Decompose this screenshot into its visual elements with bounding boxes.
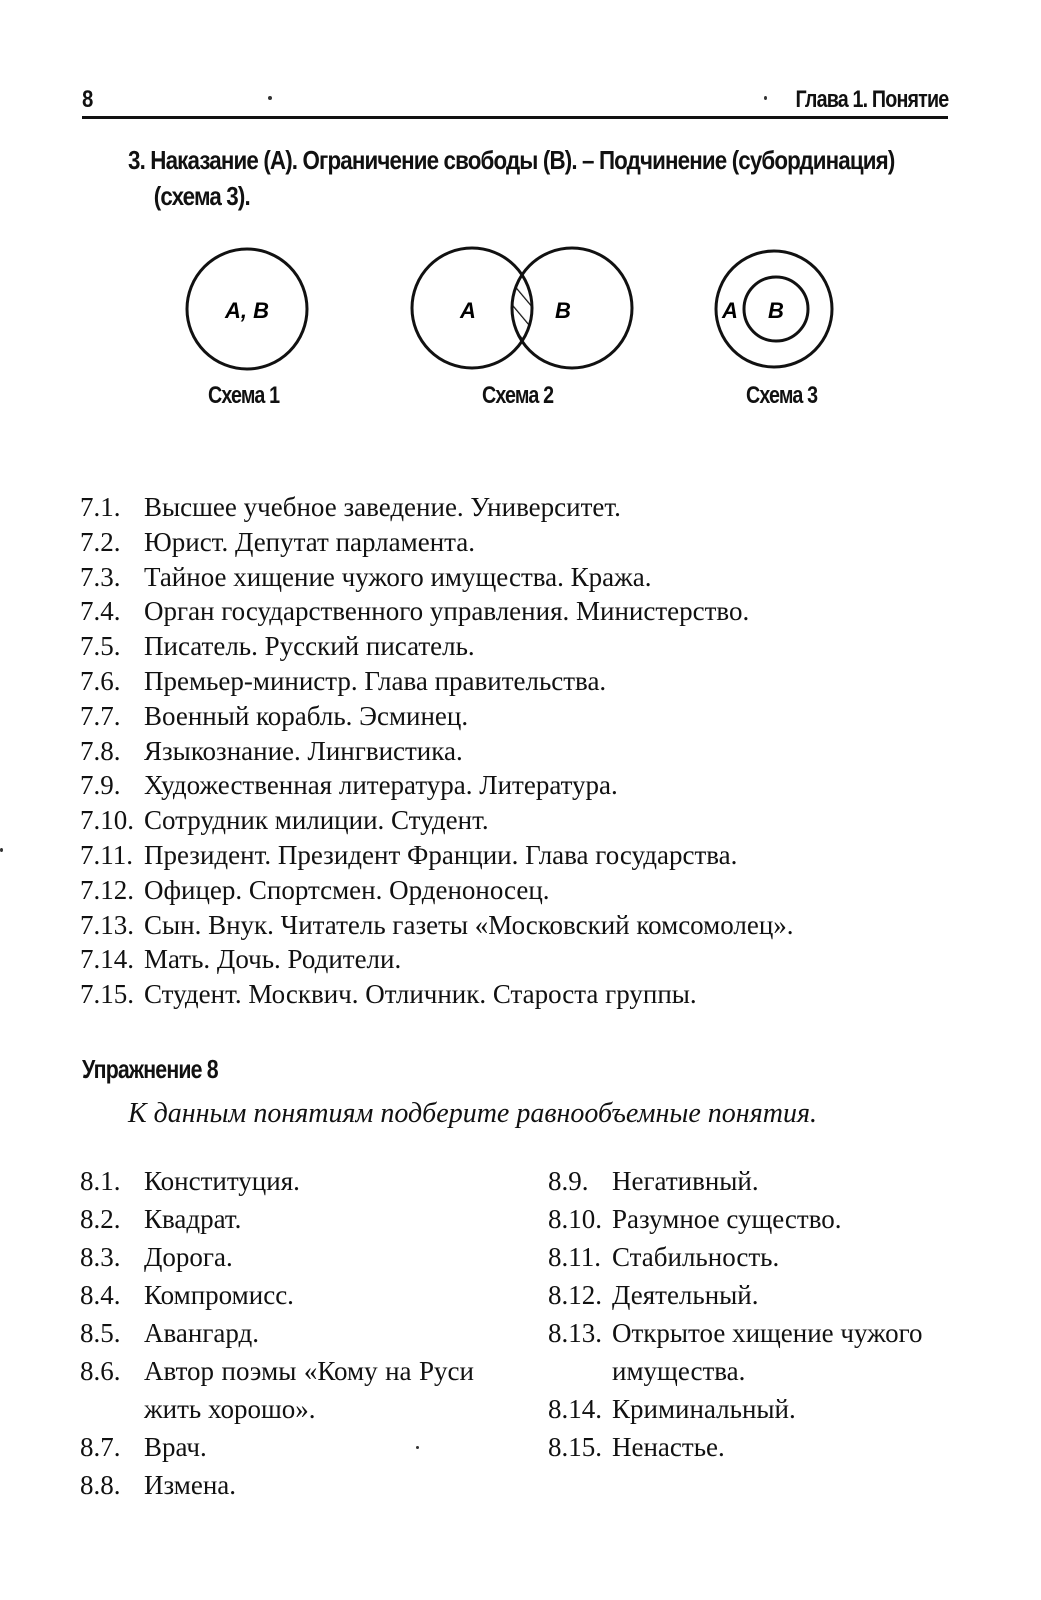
chapter-title: Глава 1. Понятие	[795, 86, 948, 113]
item-text: Тайное хищение чужого имущества. Кража.	[144, 561, 652, 592]
item-text: Автор поэмы «Кому на Руси жить хорошо».	[144, 1356, 474, 1424]
header-rule	[82, 116, 948, 119]
item-number: 7.15.	[80, 979, 134, 1010]
item-number: 7.5.	[80, 631, 121, 662]
scheme-3-caption: Схема 3	[746, 382, 818, 409]
item-text: Дорога.	[144, 1242, 233, 1272]
item-3-line-2: (схема 3).	[153, 181, 250, 211]
item-number: 8.11.	[548, 1242, 601, 1272]
list-item	[80, 977, 794, 1012]
item-text: Стабильность.	[612, 1242, 780, 1272]
item-number: 7.14.	[80, 944, 134, 975]
list-7	[80, 490, 794, 1012]
list-item	[548, 1200, 948, 1238]
list-item	[548, 1314, 948, 1390]
item-number: 8.2.	[80, 1204, 121, 1234]
item-text: Ненастье.	[612, 1432, 725, 1462]
list-item	[80, 908, 794, 943]
scan-speck	[764, 96, 767, 100]
scan-speck	[416, 1446, 419, 1449]
item-number: 8.4.	[80, 1280, 121, 1310]
item-text: Сотрудник милиции. Студент.	[144, 805, 489, 836]
scan-speck	[268, 96, 272, 100]
list-item	[548, 1276, 948, 1314]
item-number: 7.8.	[80, 735, 121, 766]
item-text: Художественная литература. Литература.	[144, 770, 618, 801]
item-number: 8.10.	[548, 1204, 602, 1234]
item-text: Врач.	[144, 1432, 207, 1462]
list-8-left	[80, 1162, 480, 1504]
scheme-1-diagram	[187, 249, 307, 369]
item-number: 8.9.	[548, 1166, 589, 1196]
list-item	[80, 873, 794, 908]
list-item	[80, 490, 794, 525]
item-number: 7.12.	[80, 874, 134, 905]
list-item	[80, 768, 794, 803]
list-item	[80, 838, 794, 873]
list-item	[80, 629, 794, 664]
item-text: Сын. Внук. Читатель газеты «Московский комсомолец».	[144, 909, 794, 940]
scheme-2-label-a: А	[460, 298, 476, 323]
list-item	[548, 1238, 948, 1276]
exercise-8-title: Упражнение 8	[82, 1054, 218, 1084]
item-number: 8.12.	[548, 1280, 602, 1310]
list-item	[548, 1428, 948, 1466]
list-8-right	[548, 1162, 948, 1466]
item-text: Языкознание. Лингвистика.	[144, 735, 463, 766]
item-text: Студент. Москвич. Отличник. Староста группы.	[144, 979, 697, 1010]
list-item	[80, 594, 794, 629]
list-item	[80, 525, 794, 560]
item-number: 7.10.	[80, 805, 134, 836]
item-text: Криминальный.	[612, 1394, 796, 1424]
item-3-line-1: 3. Наказание (А). Ограничение свободы (В). – Подчинение (субординация)	[128, 145, 895, 175]
list-item	[80, 1466, 480, 1504]
item-text: Конституция.	[144, 1166, 300, 1196]
item-number: 8.15.	[548, 1432, 602, 1462]
item-text: Измена.	[144, 1470, 237, 1500]
item-number: 7.3.	[80, 561, 121, 592]
item-3-text	[128, 142, 895, 214]
list-item	[548, 1162, 948, 1200]
item-number: 7.9.	[80, 770, 121, 801]
item-number: 7.7.	[80, 700, 121, 731]
item-text: Военный корабль. Эсминец.	[144, 700, 469, 731]
list-item	[80, 560, 794, 595]
item-text: Юрист. Депутат парламента.	[144, 526, 476, 557]
list-item	[80, 1162, 480, 1200]
scheme-3-label-a: А	[722, 298, 738, 323]
item-number: 8.8.	[80, 1470, 121, 1500]
item-number: 8.5.	[80, 1318, 121, 1348]
item-text: Авангард.	[144, 1318, 260, 1348]
scheme-1-caption: Схема 1	[208, 382, 280, 409]
item-text: Президент. Президент Франции. Глава государства.	[144, 839, 738, 870]
euler-diagrams	[0, 240, 1041, 440]
list-item	[80, 1238, 480, 1276]
item-text: Писатель. Русский писатель.	[144, 631, 475, 662]
item-number: 7.4.	[80, 596, 121, 627]
scheme-2-diagram	[412, 248, 632, 368]
scheme-2-caption: Схема 2	[482, 382, 554, 409]
item-text: Высшее учебное заведение. Университет.	[144, 492, 621, 522]
list-item	[80, 1352, 480, 1428]
item-number: 8.1.	[80, 1166, 121, 1196]
scheme-2-label-b: В	[555, 298, 571, 323]
item-number: 7.6.	[80, 665, 121, 696]
item-text: Квадрат.	[144, 1204, 242, 1234]
item-text: Открытое хищение чужого имущества.	[612, 1318, 923, 1386]
scheme-3-diagram	[716, 251, 832, 367]
item-text: Премьер-министр. Глава правительства.	[144, 665, 607, 696]
item-number: 7.2.	[80, 526, 121, 557]
list-item	[80, 942, 794, 977]
item-number: 8.3.	[80, 1242, 121, 1272]
item-number: 7.11.	[80, 839, 133, 870]
list-item	[80, 664, 794, 699]
running-header	[82, 80, 948, 116]
item-number: 8.7.	[80, 1432, 121, 1462]
list-item	[80, 1276, 480, 1314]
item-text: Разумное существо.	[612, 1204, 842, 1234]
scan-speck	[0, 848, 3, 852]
item-text: Деятельный.	[612, 1280, 759, 1310]
item-text: Компромисс.	[144, 1280, 294, 1310]
item-text: Офицер. Спортсмен. Орденоносец.	[144, 874, 550, 905]
list-item	[80, 734, 794, 769]
list-item	[80, 1200, 480, 1238]
page-number: 8	[82, 86, 93, 113]
item-text: Негативный.	[612, 1166, 759, 1196]
exercise-8-task: К данным понятиям подберите равнообъемные понятия.	[128, 1098, 817, 1129]
list-item	[80, 803, 794, 838]
list-item	[548, 1390, 948, 1428]
item-number: 7.1.	[80, 492, 121, 522]
list-item	[80, 699, 794, 734]
item-number: 8.14.	[548, 1394, 602, 1424]
item-text: Орган государственного управления. Министерство.	[144, 596, 750, 627]
item-number: 8.13.	[548, 1318, 602, 1348]
scheme-1-label: А, В	[225, 298, 269, 323]
list-item	[80, 1428, 480, 1466]
list-item	[80, 1314, 480, 1352]
scheme-3-label-b: В	[768, 298, 784, 323]
item-number: 8.6.	[80, 1356, 121, 1386]
item-number: 7.13.	[80, 909, 134, 940]
item-text: Мать. Дочь. Родители.	[144, 944, 402, 975]
